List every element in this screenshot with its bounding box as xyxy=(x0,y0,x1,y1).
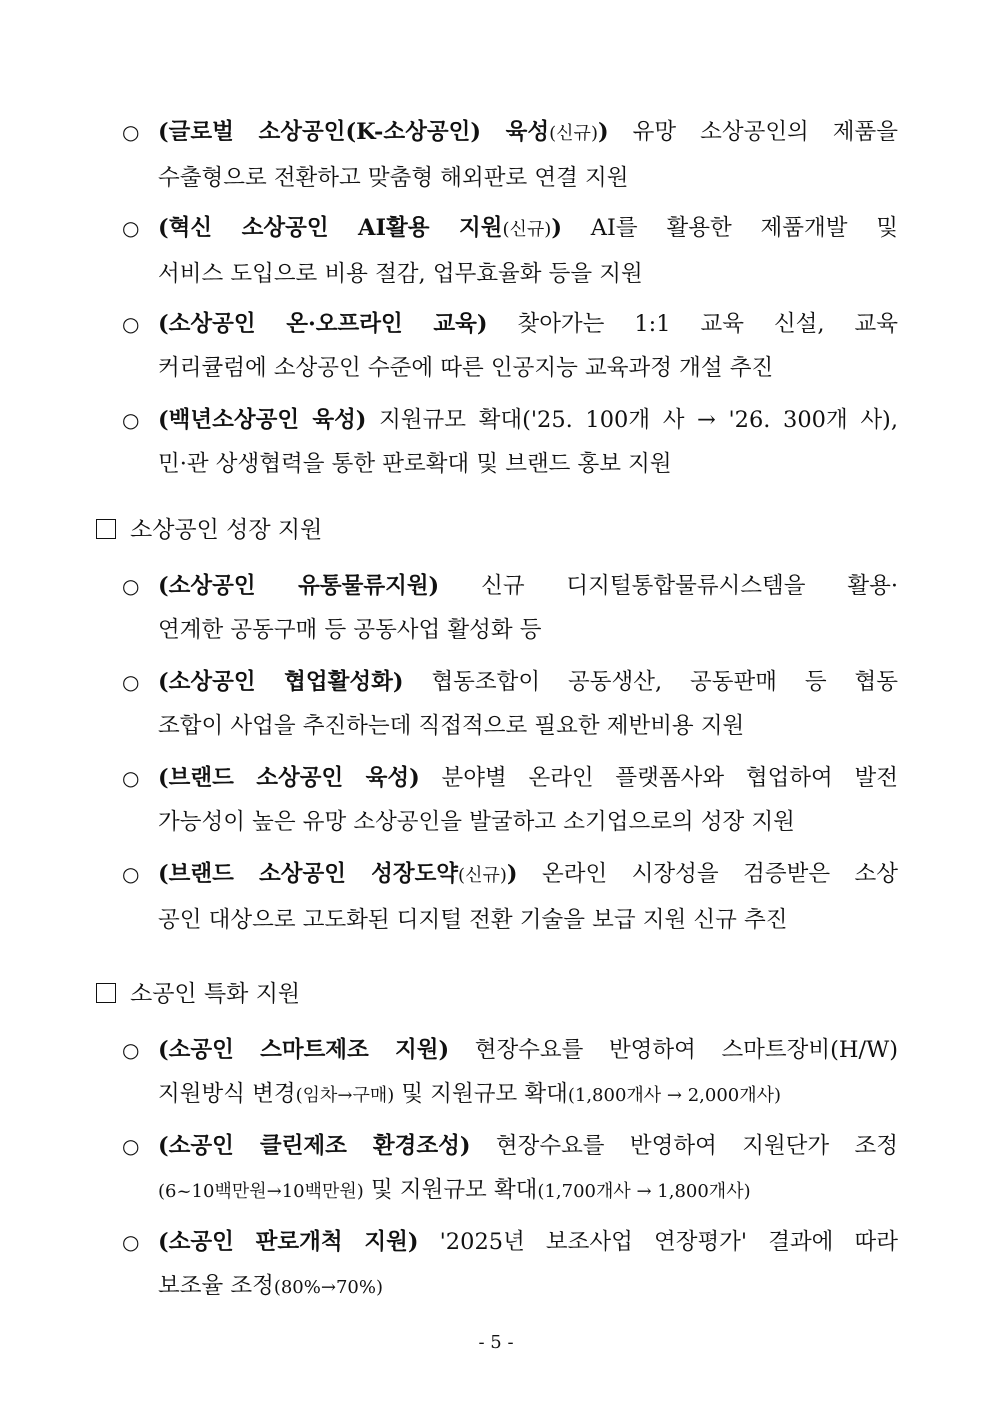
item-text: 유망 소상공인의 제품을 xyxy=(632,119,899,145)
item-title: (소상공인 협업활성화) xyxy=(158,669,404,695)
item-text-line2: 커리큘럼에 소상공인 수준에 따른 인공지능 교육과정 개설 추진 xyxy=(158,355,774,381)
bullet-icon: ○ xyxy=(122,408,140,432)
item-text: 현장수요를 반영하여 스마트장비(H/W) xyxy=(474,1037,899,1063)
list-item: ○ (소공인 스마트제조 지원) 현장수요를 반영하여 스마트장비(H/W) 지원방식 변경(임차→구매) 및 지원규모 확대(1,800개사 → 2,000개사) xyxy=(122,1028,898,1118)
section-heading xyxy=(96,974,300,1014)
item-text-line2: 연계한 공동구매 등 공동사업 활성화 등 xyxy=(158,617,542,643)
item-title: (글로벌 소상공인(K-소상공인) 육성 xyxy=(158,119,550,145)
bullet-icon: ○ xyxy=(122,216,140,240)
list-item: ○ (소공인 판로개척 지원) '2025년 보조사업 연장평가' 결과에 따라 보조율 조정(80%→70%) xyxy=(122,1220,898,1310)
item-text-line2: 조합이 사업을 추진하는데 직접적으로 필요한 제반비용 지원 xyxy=(158,713,745,739)
list-item xyxy=(122,660,898,748)
item-text-line2: 공인 대상으로 고도화된 디지털 전환 기술을 보급 지원 신규 추진 xyxy=(158,907,788,933)
item-text: AI를 활용한 제품개발 및 xyxy=(590,215,899,241)
item-title: (브랜드 소상공인 육성) xyxy=(158,765,420,791)
item-text: 협동조합이 공동생산, 공동판매 등 협동 xyxy=(431,669,899,695)
page-number: - 5 - xyxy=(478,1332,514,1353)
item-text: 찾아가는 1:1 교육 신설, 교육 xyxy=(517,311,898,337)
checkbox-square-icon xyxy=(96,519,116,539)
list-item xyxy=(122,564,898,652)
item-text-line2: 민·관 상생협력을 통한 판로확대 및 브랜드 홍보 지원 xyxy=(158,451,672,477)
item-text-line2: 가능성이 높은 유망 소상공인을 발굴하고 소기업으로의 성장 지원 xyxy=(158,809,795,835)
list-item xyxy=(122,756,898,844)
item-title: (소상공인 유통물류지원) xyxy=(158,573,440,599)
item-text: 신규 디지털통합물류시스템을 활용· xyxy=(481,573,898,599)
bullet-icon: ○ xyxy=(122,862,140,886)
list-item xyxy=(122,398,898,486)
list-item: ○ (혁신 소상공인 AI활용 지원(신규)) AI를 활용한 제품개발 및 서비스 도입으로 비용 절감, 업무효율화 등을 지원 xyxy=(122,206,898,296)
item-note: (신규) xyxy=(502,219,552,240)
bullet-icon: ○ xyxy=(122,670,140,694)
bullet-icon: ○ xyxy=(122,312,140,336)
item-title: (소공인 판로개척 지원) xyxy=(158,1229,419,1255)
bullet-icon: ○ xyxy=(122,766,140,790)
list-item: ○ (글로벌 소상공인(K-소상공인) 육성(신규)) 유망 소상공인의 제품을 수출형으로 전환하고 맞춤형 해외판로 연결 지원 xyxy=(122,110,898,200)
item-text: 온라인 시장성을 검증받은 소상 xyxy=(542,861,898,887)
item-text: 현장수요를 반영하여 지원단가 조정 xyxy=(495,1133,898,1159)
item-text: '2025년 보조사업 연장평가' 결과에 따라 xyxy=(439,1229,899,1255)
bullet-icon: ○ xyxy=(122,1134,140,1158)
item-note: (신규) xyxy=(549,123,598,144)
checkbox-square-icon xyxy=(96,983,116,1003)
item-title: (소상공인 온·오프라인 교육) xyxy=(158,311,488,337)
item-title: (브랜드 소상공인 성장도약 xyxy=(158,861,459,887)
section-title: 소상공인 성장 지원 xyxy=(130,517,323,543)
section-title: 소공인 특화 지원 xyxy=(130,981,301,1007)
bullet-icon: ○ xyxy=(122,1038,140,1062)
bullet-icon: ○ xyxy=(122,120,140,144)
item-title: (소공인 스마트제조 지원) xyxy=(158,1037,450,1063)
item-text-line2: 서비스 도입으로 비용 절감, 업무효율화 등을 지원 xyxy=(158,261,643,287)
item-title: (혁신 소상공인 AI활용 지원 xyxy=(158,215,503,241)
list-item: ○ (브랜드 소상공인 성장도약(신규)) 온라인 시장성을 검증받은 소상 공인 대상으로 고도화된 디지털 전환 기술을 보급 지원 신규 추진 xyxy=(122,852,898,942)
item-text-line2: 수출형으로 전환하고 맞춤형 해외판로 연결 지원 xyxy=(158,165,629,191)
list-item xyxy=(122,302,898,390)
item-text: 지원규모 확대('25. 100개 사 → '26. 300개 사), xyxy=(379,407,898,433)
item-note: (신규) xyxy=(458,865,507,886)
item-title: (소공인 클린제조 환경조성) xyxy=(158,1133,471,1159)
bullet-icon: ○ xyxy=(122,574,140,598)
section-heading xyxy=(96,510,322,550)
list-item: ○ (소공인 클린제조 환경조성) 현장수요를 반영하여 지원단가 조정 (6~10백만원→10백만원) 및 지원규모 확대(1,700개사 → 1,800개사) xyxy=(122,1124,898,1214)
bullet-icon: ○ xyxy=(122,1230,140,1254)
item-text: 분야별 온라인 플랫폼사와 협업하여 발전 xyxy=(441,765,898,791)
item-title: (백년소상공인 육성) xyxy=(158,407,367,433)
